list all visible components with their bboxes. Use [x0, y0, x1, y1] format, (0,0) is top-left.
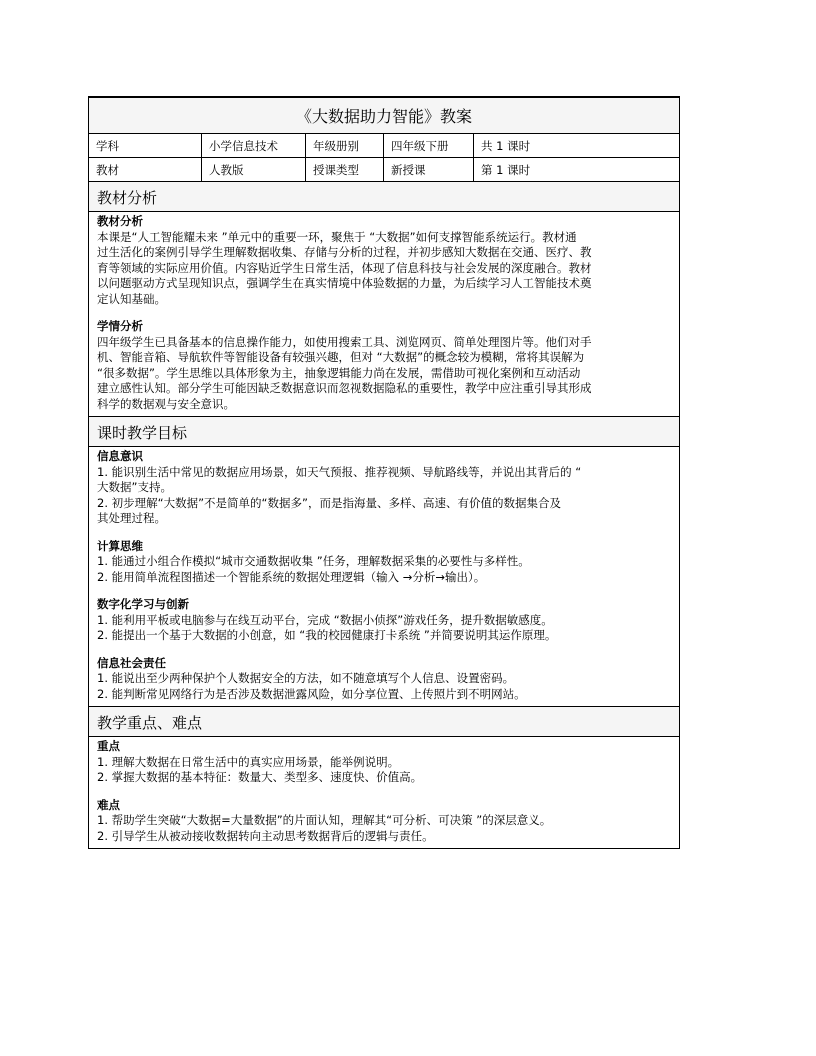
- info-cell: 小学信息技术: [202, 134, 306, 157]
- section-body: [89, 212, 679, 417]
- text-line: 其处理过程。: [97, 511, 166, 525]
- text-line: 2. 能判断常见网络行为是否涉及数据泄露风险，如分享位置、上传照片到不明网站。: [97, 686, 526, 701]
- section-heading: 教材分析: [89, 182, 679, 212]
- info-row: [89, 158, 679, 182]
- text-line: 本课是“人工智能耀未来 ”单元中的重要一环，聚焦于 “大数据”如何支撑智能系统运行。教材通: [97, 229, 577, 244]
- sections: [89, 182, 679, 848]
- subsection-title: 数字化学习与创新: [97, 597, 189, 611]
- info-grid: [89, 134, 679, 182]
- info-cell: 共 1 课时: [481, 138, 531, 153]
- text-line: 育等领域的实际应用价值。内容贴近学生日常生活，体现了信息科技与社会发展的深度融合。教材: [97, 260, 592, 275]
- document-title: 《大数据助力智能》教案: [89, 98, 679, 134]
- text-line: 2. 掌握大数据的基本特征：数量大、类型多、速度快、价值高。: [97, 770, 423, 784]
- section-heading: 教学重点、难点: [89, 707, 679, 737]
- info-cell: 教材: [89, 158, 202, 181]
- info-cell: 第 1 课时: [481, 162, 531, 177]
- subsection-title: 重点: [97, 739, 120, 753]
- subsection-title: 计算思维: [97, 538, 143, 553]
- lesson-plan-table: [88, 96, 680, 849]
- text-line: 定认知基础。: [97, 291, 166, 306]
- text-line: 2. 引导学生从被动接收数据转向主动思考数据背后的逻辑与责任。: [97, 828, 434, 843]
- subsection-title: 信息意识: [97, 449, 143, 463]
- text-line: 大数据”支持。: [97, 480, 172, 494]
- text-line: 1. 理解大数据在日常生活中的真实应用场景，能举例说明。: [97, 754, 400, 769]
- text-line: 1. 帮助学生突破“大数据=大量数据”的片面认知，理解其“可分析、可决策 ”的深层意义。: [97, 813, 552, 827]
- text-line: 1. 能说出至少两种保护个人数据安全的方法，如不随意填写个人信息、设置密码。: [97, 671, 515, 685]
- text-line: 过生活化的案例引导学生理解数据收集、存储与分析的过程，并初步感知大数据在交通、医疗、教: [97, 245, 592, 259]
- info-cell: 授课类型: [306, 158, 384, 181]
- info-cell: 四年级下册: [384, 134, 474, 157]
- section-body: [89, 737, 679, 848]
- text-line: 1. 能利用平板或电脑参与在线互动平台，完成 “数据小侦探”游戏任务，提升数据敏感度。: [97, 612, 553, 627]
- section-body: [89, 447, 679, 707]
- text-line: 以问题驱动方式呈现知识点，强调学生在真实情境中体验数据的力量，为后续学习人工智能技术奠: [97, 276, 592, 290]
- info-cell: 新授课: [384, 158, 474, 181]
- text-line: 四年级学生已具备基本的信息操作能力，如使用搜索工具、浏览网页、简单处理图片等。他们对手: [97, 334, 592, 349]
- subsection-title: 教材分析: [97, 214, 143, 228]
- info-cell: 学科: [89, 134, 202, 157]
- text-line: 2. 能提出一个基于大数据的小创意，如 “我的校园健康打卡系统 ”并简要说明其运作原理。: [97, 628, 557, 642]
- text-line: 2. 能用简单流程图描述一个智能系统的数据处理逻辑（输入 →分析→输出）。: [97, 569, 486, 584]
- section-heading: 课时教学目标: [89, 417, 679, 447]
- subsection-title: 难点: [97, 797, 120, 812]
- text-line: 1. 能识别生活中常见的数据应用场景，如天气预报、推荐视频、导航路线等，并说出其背后的 “: [97, 464, 582, 479]
- text-line: “很多数据”。学生思维以具体形象为主，抽象逻辑能力尚在发展，需借助可视化案例和互动活动: [97, 365, 581, 380]
- info-cell: 年级册别: [306, 134, 384, 157]
- text-line: 建立感性认知。部分学生可能因缺乏数据意识而忽视数据隐私的重要性，教学中应注重引导其形成: [97, 381, 592, 395]
- subsection-title: 学情分析: [97, 319, 143, 333]
- text-line: 机、智能音箱、导航软件等智能设备有较强兴趣，但对 “大数据”的概念较为模糊，常将其误解为: [97, 350, 585, 364]
- text-line: 1. 能通过小组合作模拟“城市交通数据收集 ”任务，理解数据采集的必要性与多样性。: [97, 554, 530, 568]
- text-line: 2. 初步理解“大数据”不是简单的“数据多”，而是指海量、多样、高速、有价值的数据集合及: [97, 495, 561, 510]
- subsection-title: 信息社会责任: [97, 655, 166, 670]
- info-row: [89, 134, 679, 158]
- info-cell: 人教版: [202, 158, 306, 181]
- text-line: 科学的数据观与安全意识。: [97, 396, 235, 411]
